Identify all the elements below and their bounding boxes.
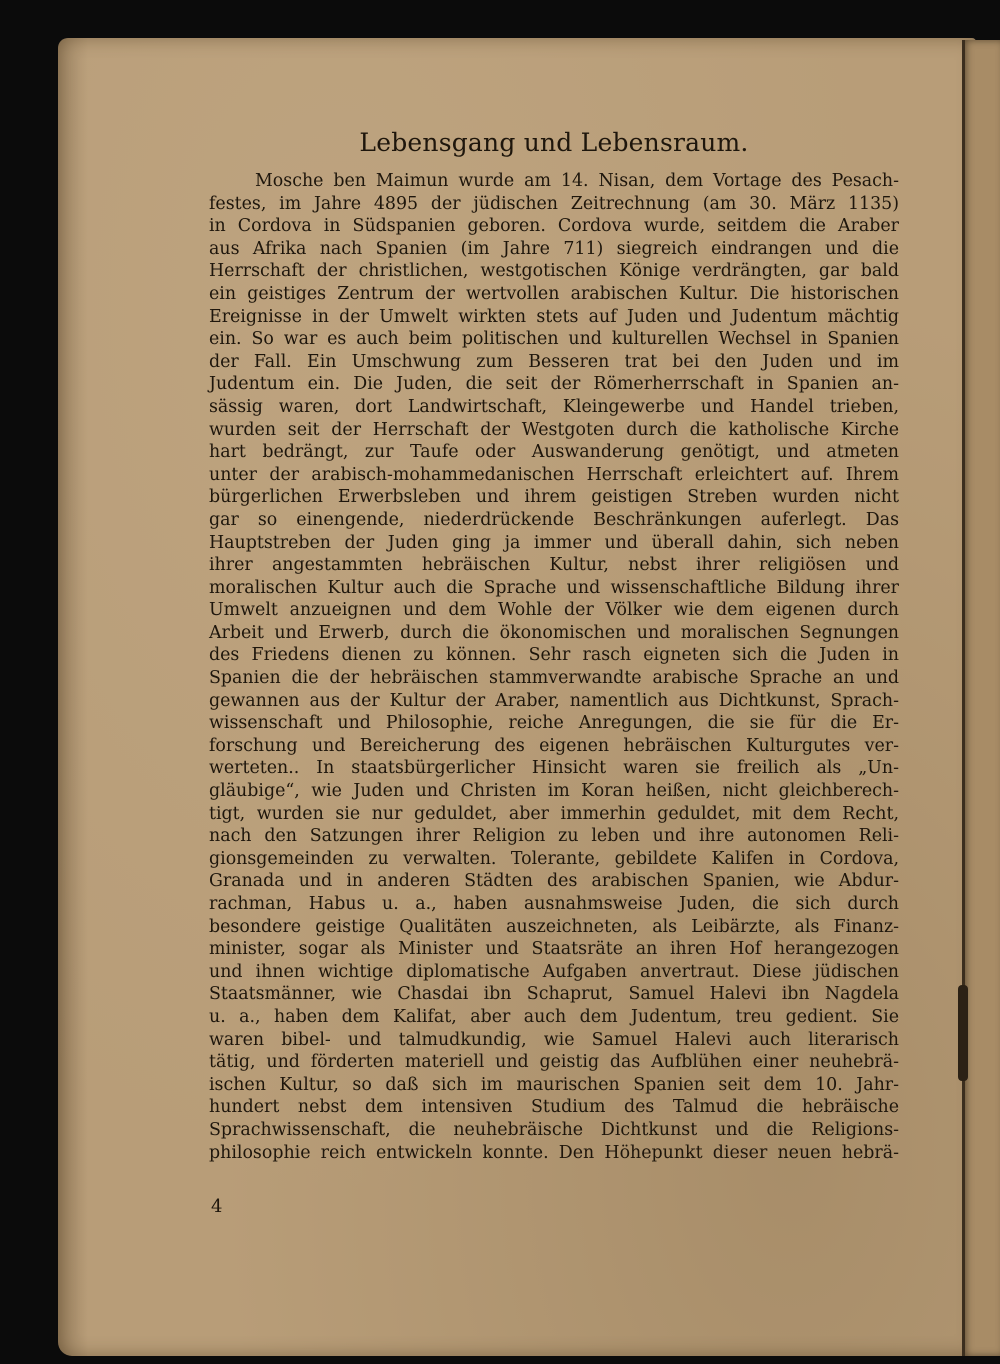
text-line: rachman, Habus u. a., haben ausnahmsweise Juden, die sich durch (209, 894, 899, 914)
text-line: festes, im Jahre 4895 der jüdischen Zeitrechnung (am 30. März 1135) (209, 193, 899, 214)
facing-page-edge (962, 40, 1000, 1356)
page-number: 4 (211, 1196, 223, 1217)
body-text (209, 170, 899, 1164)
text-line: tätig, und förderten materiell und geistig das Aufblühen einer neuhebrä- (209, 1052, 899, 1073)
text-line: ein geistiges Zentrum der wertvollen arabischen Kultur. Die historischen (209, 283, 899, 304)
text-line: wurden seit der Herrschaft der Westgoten durch die katholische Kirche (209, 419, 899, 440)
text-line: werteten.. In staatsbürgerlicher Hinsicht waren sie freilich als „Un- (209, 758, 899, 779)
text-line: Sprachwissenschaft, die neuhebräische Dichtkunst und die Religions- (209, 1119, 899, 1140)
text-line: Judentum ein. Die Juden, die seit der Römerherrschaft in Spanien an- (209, 374, 899, 395)
text-line: bürgerlichen Erwerbsleben und ihrem geistigen Streben wurden nicht (209, 487, 899, 508)
text-line: Hauptstreben der Juden ging ja immer und überall dahin, sich neben (209, 532, 899, 553)
text-line: philosophie reich entwickeln konnte. Den Höhepunkt dieser neuen hebrä- (209, 1142, 899, 1163)
text-line: in Cordova in Südspanien geboren. Cordova wurde, seitdem die Araber (209, 216, 899, 237)
text-line: ihrer angestammten hebräischen Kultur, nebst ihrer religiösen und (209, 555, 899, 576)
text-line: gar so einengende, niederdrückende Beschränkungen auferlegt. Das (209, 509, 899, 530)
binding-clip (958, 985, 968, 1081)
binding-fold (962, 40, 965, 1356)
text-line: ein. So war es auch beim politischen und kulturellen Wechsel in Spanien (209, 329, 899, 350)
text-line: sässig waren, dort Landwirtschaft, Kleingewerbe und Handel trieben, (209, 396, 899, 417)
text-line: u. a., haben dem Kalifat, aber auch dem Judentum, treu gedient. Sie (209, 1006, 899, 1027)
text-line: minister, sogar als Minister und Staatsräte an ihren Hof herangezogen (209, 939, 899, 960)
text-line: moralischen Kultur auch die Sprache und wissenschaftliche Bildung ihrer (209, 577, 899, 598)
text-line: nach den Satzungen ihrer Religion zu leben und ihre autonomen Reli- (209, 826, 899, 847)
text-line: der Fall. Ein Umschwung zum Besseren trat bei den Juden und im (209, 351, 899, 372)
text-line: hart bedrängt, zur Taufe oder Auswanderung genötigt, und atmeten (209, 442, 899, 463)
text-line: und ihnen wichtige diplomatische Aufgaben anvertraut. Diese jüdischen (209, 961, 899, 982)
text-line: Umwelt anzueignen und dem Wohle der Völker wie dem eigenen durch (209, 600, 899, 621)
text-line: unter der arabisch-mohammedanischen Herrschaft erleichtert auf. Ihrem (209, 464, 899, 485)
text-line: waren bibel- und talmudkundig, wie Samuel Halevi auch literarisch (209, 1029, 899, 1050)
text-line: tigt, wurden sie nur geduldet, aber immerhin geduldet, mit dem Recht, (209, 803, 899, 824)
text-line: gewannen aus der Kultur der Araber, namentlich aus Dichtkunst, Sprach- (209, 690, 899, 711)
text-line: gläubige“, wie Juden und Christen im Koran heißen, nicht gleichberech- (209, 781, 899, 802)
text-line: Mosche ben Maimun wurde am 14. Nisan, dem Vortage des Pesach- (255, 171, 899, 191)
text-line: Spanien die der hebräischen stammverwandte arabische Sprache an und (209, 668, 899, 689)
text-line: aus Afrika nach Spanien (im Jahre 711) siegreich eindrangen und die (209, 238, 899, 259)
chapter-heading: Lebensgang und Lebensraum. (359, 128, 749, 157)
text-line: Arbeit und Erwerb, durch die ökonomischen und moralischen Segnungen (209, 622, 899, 643)
text-line: forschung und Bereicherung des eigenen hebräischen Kulturgutes ver- (209, 735, 899, 756)
text-line: besondere geistige Qualitäten auszeichneten, als Leibärzte, als Finanz- (209, 916, 899, 937)
text-line: gionsgemeinden zu verwalten. Tolerante, gebildete Kalifen in Cordova, (209, 848, 899, 869)
text-line: des Friedens dienen zu können. Sehr rasch eigneten sich die Juden in (209, 645, 899, 666)
text-line: ischen Kultur, so daß sich im maurischen Spanien seit dem 10. Jahr- (209, 1074, 899, 1095)
text-line: wissenschaft und Philosophie, reiche Anregungen, die sie für die Er- (209, 713, 899, 734)
text-line: Ereignisse in der Umwelt wirkten stets auf Juden und Judentum mächtig (209, 306, 899, 327)
text-line: hundert nebst dem intensiven Studium des Talmud die hebräische (209, 1097, 899, 1118)
text-line: Granada und in anderen Städten des arabischen Spanien, wie Abdur- (209, 871, 899, 892)
text-line: Herrschaft der christlichen, westgotischen Könige verdrängten, gar bald (209, 261, 899, 282)
text-line: Staatsmänner, wie Chasdai ibn Schaprut, Samuel Halevi ibn Nagdela (209, 984, 899, 1005)
